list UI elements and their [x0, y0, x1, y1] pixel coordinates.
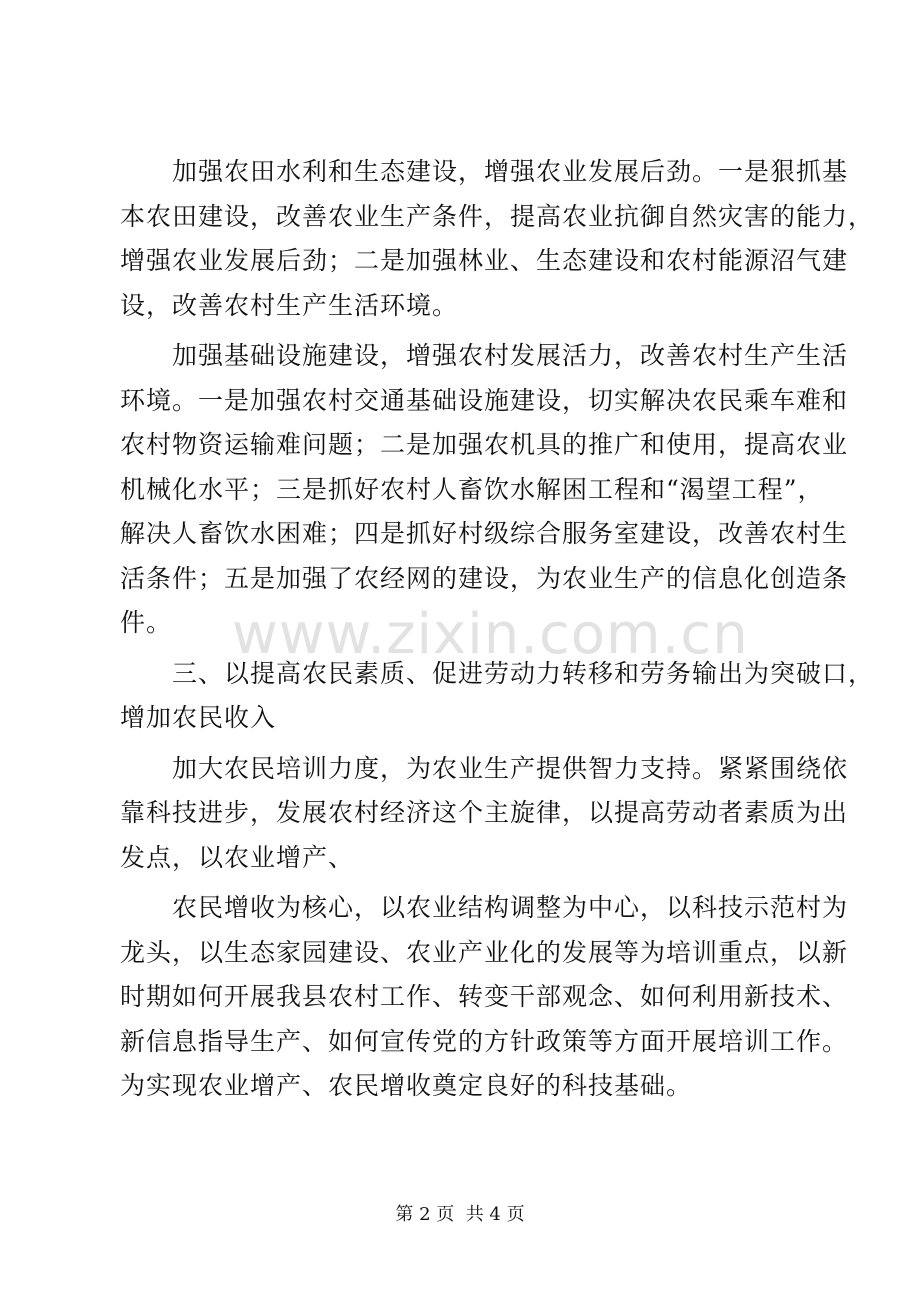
- text-line: 加大农民培训力度，为农业生产提供智力支持。紧紧围绕依: [172, 753, 849, 783]
- page-number-footer: 第 2 页 共 4 页: [395, 1204, 525, 1225]
- paragraph-farmer-training: [120, 747, 849, 881]
- paragraph-farmland-ecology: [120, 150, 875, 328]
- text-line: 活条件；五是加强了农经网的建设，为农业生产的信息化创造条: [120, 563, 849, 593]
- text-line: 三、以提高农民素质、促进劳动力转移和劳务输出为突破口，: [172, 658, 875, 688]
- text-line: 农民增收为核心，以农业结构调整为中心，以科技示范村为: [172, 893, 849, 922]
- text-line: 加强基础设施建设，增强农村发展活力，改善农村生产生活: [172, 341, 849, 370]
- paragraph-income-core: [120, 886, 849, 1109]
- text-line: 设，改善农村生产生活环境。: [120, 290, 459, 320]
- paragraph-infrastructure: [120, 334, 849, 646]
- text-line: 靠科技进步，发展农村经济这个主旋律，以提高劳动者素质为出: [120, 798, 849, 827]
- text-line: 发点，以农业增产、: [120, 842, 355, 872]
- text-line: 解决人畜饮水困难；四是抓好村级综合服务室建设，改善农村生: [120, 519, 849, 548]
- text-line: 新信息指导生产、如何宣传党的方针政策等方面开展培训工作。: [120, 1026, 849, 1056]
- text-line: 环境。一是加强农村交通基础设施建设，切实解决农民乘车难和: [120, 385, 849, 415]
- text-line: 龙头，以生态家园建设、农业产业化的发展等为培训重点，以新: [120, 937, 849, 967]
- text-line: 为实现农业增产、农民增收奠定良好的科技基础。: [120, 1071, 693, 1100]
- text-line: 时期如何开展我县农村工作、转变干部观念、如何利用新技术、: [120, 982, 849, 1011]
- text-line: 增强农业发展后劲；二是加强林业、生态建设和农村能源沼气建: [120, 246, 849, 275]
- text-line: 本农田建设，改善农业生产条件，提高农业抗御自然灾害的能力，: [120, 201, 875, 231]
- text-line: 农村物资运输难问题；二是加强农机具的推广和使用，提高农业: [120, 430, 849, 459]
- text-line: 件。: [120, 608, 173, 637]
- watermark-text: www.zixin.com.cn: [232, 602, 749, 667]
- text-line: 加强农田水利和生态建设，增强农业发展后劲。一是狠抓基: [172, 157, 849, 186]
- text-line: 机械化水平；三是抓好农村人畜饮水解困工程和“渴望工程”，: [120, 474, 824, 504]
- text-line: 增加农民收入: [120, 703, 277, 732]
